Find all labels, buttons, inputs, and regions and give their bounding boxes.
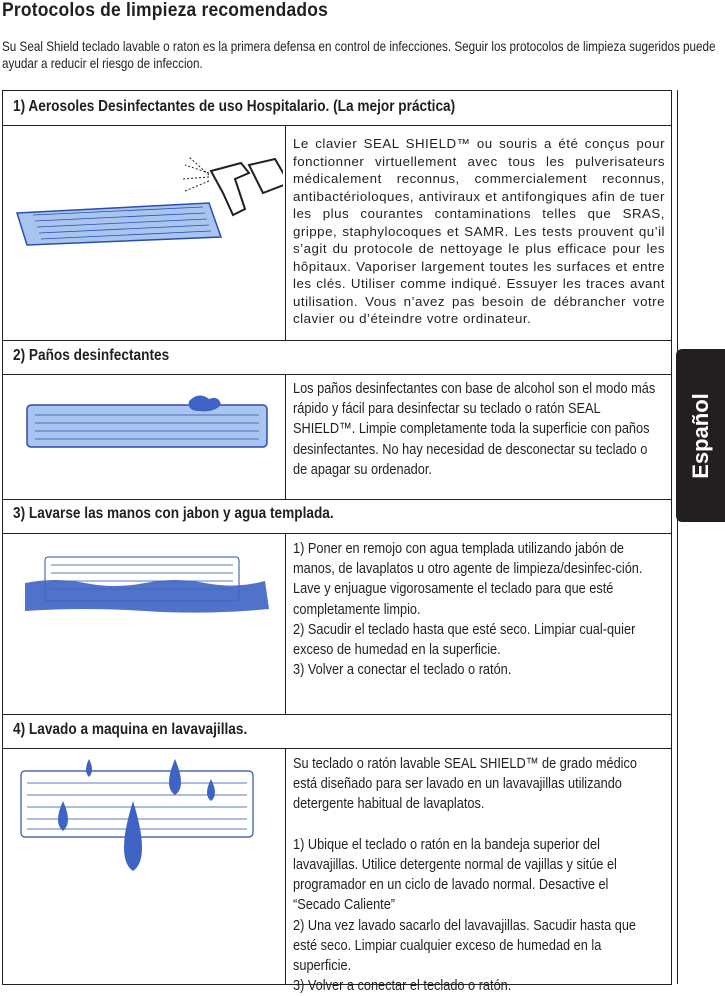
divider: [285, 126, 286, 340]
section-3-text: 1) Poner en remojo con agua templada utilizando jabón de manos, de lavaplatos u otro agente de limpieza/desinfec-ción. Lave y enjuague vigorosamente el teclado para que esté completamente limpio. 2) Sacudir el teclado hasta que esté seco. Limpiar cual-quier exceso de humedad en la superficie. 3) Volver a conectar el teclado o ratón.: [293, 540, 643, 679]
divider: [285, 749, 286, 984]
section-1-heading-row: [3, 91, 671, 126]
section-1-heading: 1) Aerosoles Desinfectantes de uso Hospitalario. (La mejor práctica): [13, 98, 456, 115]
divider: [285, 534, 286, 714]
language-tab: [676, 349, 725, 522]
intro-paragraph: Su Seal Shield teclado lavable o raton es la primera defensa en control de infecciones. Seguir los protocolos de limpieza sugeridos puede ayudar a reducir el riesgo de infeccion.: [2, 39, 716, 71]
divider: [285, 375, 286, 499]
section-4-heading-row: [3, 715, 671, 749]
section-3-heading-row: [3, 500, 671, 534]
keyboard-drops-icon: [17, 759, 277, 879]
language-tab-label: Español: [687, 392, 713, 479]
section-4-heading: 4) Lavado a maquina en lavavajillas.: [13, 721, 248, 738]
section-2-heading-row: [3, 341, 671, 375]
section-1-text: Le clavier SEAL SHIELD™ ou souris a été conçus pour fonctionner virtuellement avec tous les pulverisateurs médicalement reconnus, commercialement reconnus, antibactérioloques, antiviraux et antifongiques afin de tuer les plus courantes contaminations telles que SRAS, grippe, staphylocoques et SAMR. Les tests prouvent qu’il s’agit du protocole de nettoyage le plus efficace pour les hôpitaux. Vaporiser largement toutes les surfaces et entre les clés. Utiliser comme indiqué. Essuyer les traces avant utilisation. Vous n’avez pas besoin de débrancher votre clavier ou d’éteindre votre ordinateur.: [293, 136, 665, 326]
keyboard-wipe-icon: [23, 391, 273, 451]
section-2-text: Los paños desinfectantes con base de alcohol son el modo más rápido y fácil para desinfectar su teclado o ratón SEAL SHIELD™. Limpie completamente toda la superficie con paños desinfectantes. No hay necesidad de desconectar su teclado o de apagar su ordenador.: [293, 380, 656, 478]
keyboard-spray-icon: [13, 149, 283, 249]
section-2-heading: 2) Paños desinfectantes: [13, 347, 170, 364]
keyboard-water-icon: [25, 553, 275, 615]
page-title: Protocolos de limpieza recomendados: [2, 0, 329, 21]
protocol-table: [2, 90, 672, 995]
right-border: [677, 90, 678, 984]
section-4-text: Su teclado o ratón lavable SEAL SHIELD™ de grado médico está diseñado para ser lavado en un lavavajillas utilizando detergente habitual de lavaplatos. 1) Ubique el teclado o ratón en la bandeja superior del lavavajillas. Utilice detergente normal de vajillas y sitúe el programador en un ciclo de lavado normal. Desactive el “Secado Caliente” 2) Una vez lavado sacarlo del lavavajillas. Sacudir hasta que esté seco. Limpiar cualquier exceso de humedad en la superficie. 3) Volver a conectar el teclado o ratón.: [293, 755, 637, 995]
section-3-heading: 3) Lavarse las manos con jabon y agua templada.: [13, 505, 334, 522]
